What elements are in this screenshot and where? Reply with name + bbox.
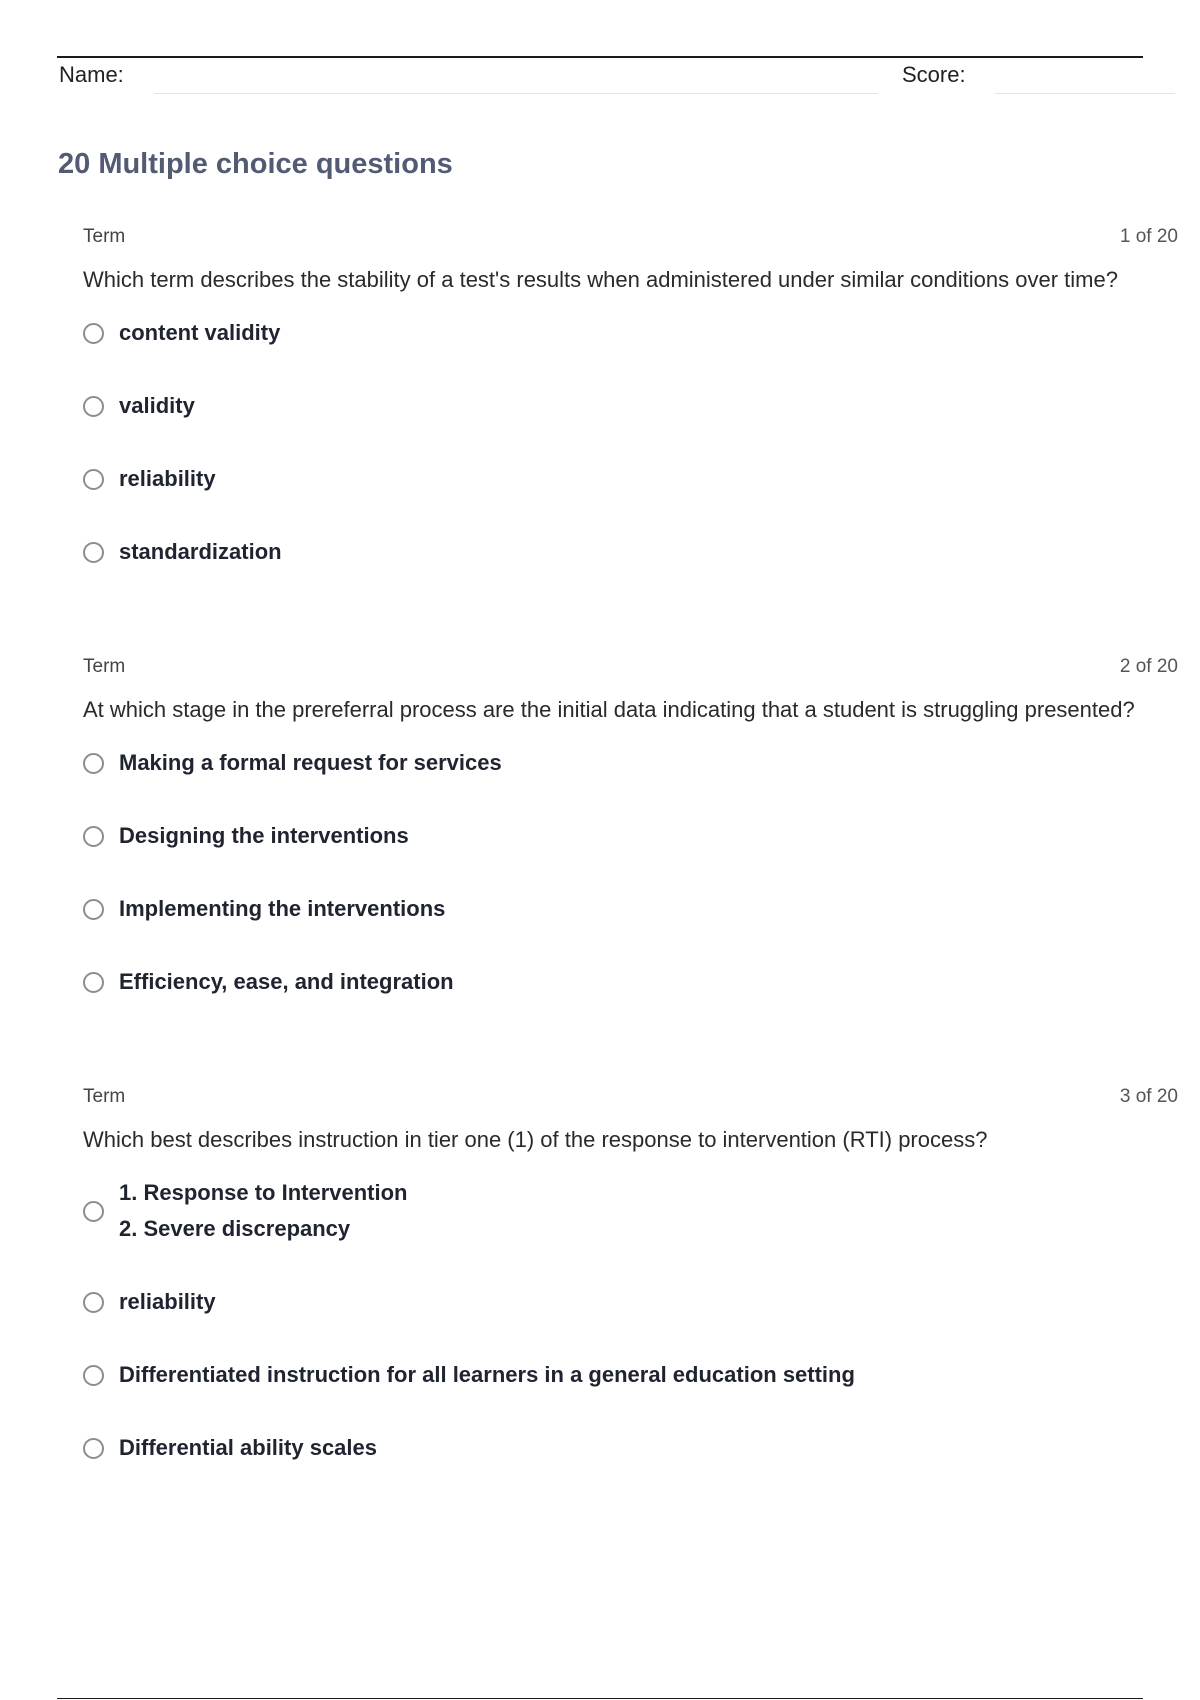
option-label: Efficiency, ease, and integration <box>119 969 454 994</box>
worksheet-header <box>59 58 1179 98</box>
section-title: 20 Multiple choice questions <box>58 148 453 180</box>
answer-option[interactable] <box>83 1175 1178 1247</box>
question-counter: 3 of 20 <box>1119 1086 1178 1107</box>
option-label: reliability <box>119 466 216 491</box>
answer-options <box>83 1175 1178 1466</box>
option-label: Designing the interventions <box>119 823 409 848</box>
question-counter: 2 of 20 <box>1119 656 1178 677</box>
question-text: Which best describes instruction in tier one (1) of the response to intervention (RTI) process? <box>83 1127 988 1152</box>
question-counter: 1 of 20 <box>1119 226 1178 247</box>
question-meta <box>83 226 1178 252</box>
radio-icon[interactable] <box>83 469 104 490</box>
option-label: Making a formal request for services <box>119 750 502 775</box>
question-meta <box>83 1086 1178 1112</box>
option-label: validity <box>119 393 195 418</box>
radio-icon[interactable] <box>83 396 104 417</box>
question-2 <box>83 656 1178 1037</box>
answer-option[interactable] <box>83 818 1178 854</box>
answer-options <box>83 745 1178 1000</box>
option-label: Differentiated instruction for all learners in a general education setting <box>119 1362 855 1387</box>
question-text: Which term describes the stability of a test's results when administered under similar conditions over time? <box>83 267 1118 292</box>
score-field[interactable] <box>995 93 1175 94</box>
radio-icon[interactable] <box>83 1201 104 1222</box>
answer-option[interactable] <box>83 388 1178 424</box>
answer-option[interactable] <box>83 1357 1178 1393</box>
radio-icon[interactable] <box>83 1365 104 1386</box>
question-meta <box>83 656 1178 682</box>
answer-option[interactable] <box>83 745 1178 781</box>
question-3 <box>83 1086 1178 1503</box>
answer-option[interactable] <box>83 1430 1178 1466</box>
option-label: standardization <box>119 539 282 564</box>
term-label: Term <box>83 656 126 677</box>
option-label <box>119 1175 408 1247</box>
option-label: Differential ability scales <box>119 1435 377 1460</box>
answer-option[interactable] <box>83 1284 1178 1320</box>
name-label: Name: <box>59 62 124 87</box>
question-1 <box>83 226 1178 607</box>
answer-option[interactable] <box>83 315 1178 351</box>
answer-option[interactable] <box>83 461 1178 497</box>
option-label-line: 1. Response to Intervention <box>119 1180 408 1205</box>
term-label: Term <box>83 226 126 247</box>
option-label: reliability <box>119 1289 216 1314</box>
answer-options <box>83 315 1178 570</box>
radio-icon[interactable] <box>83 1292 104 1313</box>
score-label: Score: <box>902 62 966 87</box>
radio-icon[interactable] <box>83 826 104 847</box>
option-label: Implementing the interventions <box>119 896 446 921</box>
radio-icon[interactable] <box>83 1438 104 1459</box>
name-field[interactable] <box>154 93 878 94</box>
radio-icon[interactable] <box>83 753 104 774</box>
answer-option[interactable] <box>83 534 1178 570</box>
option-label-line: 2. Severe discrepancy <box>119 1216 351 1241</box>
answer-option[interactable] <box>83 964 1178 1000</box>
term-label: Term <box>83 1086 126 1107</box>
bottom-rule <box>57 1698 1143 1699</box>
radio-icon[interactable] <box>83 972 104 993</box>
question-text: At which stage in the prereferral process are the initial data indicating that a student is struggling presented? <box>83 697 1135 722</box>
option-label: content validity <box>119 320 281 345</box>
radio-icon[interactable] <box>83 323 104 344</box>
radio-icon[interactable] <box>83 899 104 920</box>
answer-option[interactable] <box>83 891 1178 927</box>
radio-icon[interactable] <box>83 542 104 563</box>
